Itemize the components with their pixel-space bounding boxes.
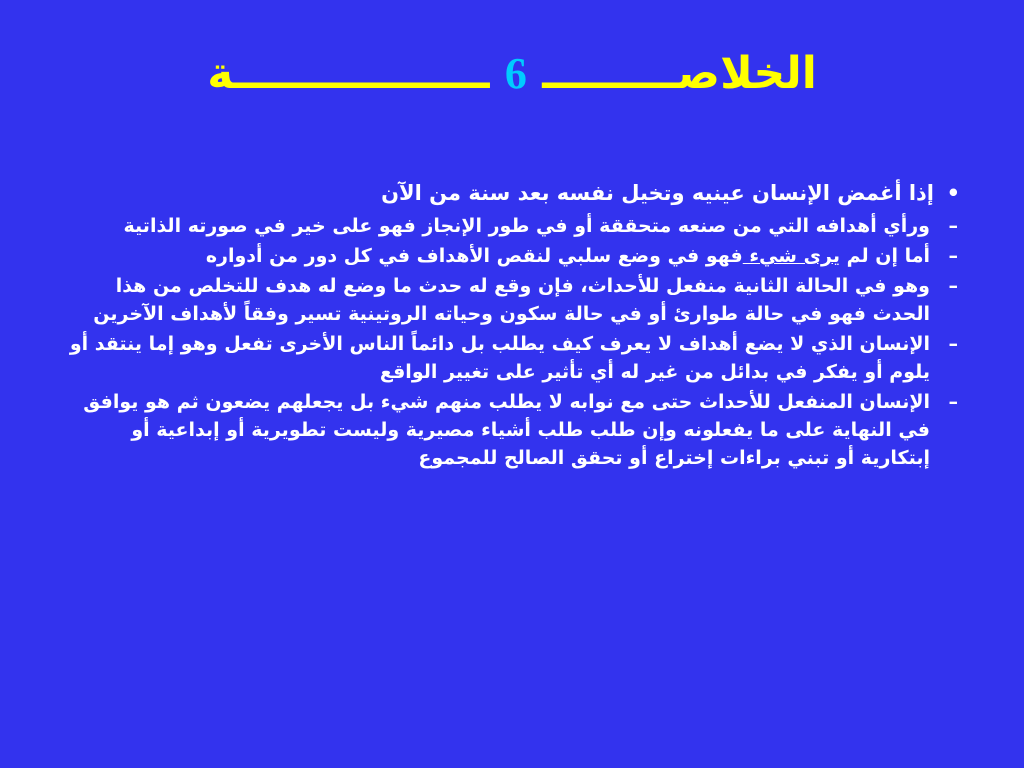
sub-bullet-3 — [60, 272, 960, 328]
sub-bullet-text-before: أما إن لم — [839, 245, 930, 267]
dash-marker: – — [948, 275, 958, 297]
sub-bullet-list — [60, 212, 960, 472]
title-number: 6 — [504, 49, 527, 98]
slide-title — [0, 48, 1024, 101]
sub-bullet-2 — [60, 242, 960, 270]
underlined-phrase: يرى شيء — [742, 245, 840, 267]
title-tail: ـــــــــــــــــة — [207, 48, 490, 99]
dash-marker: – — [948, 215, 958, 237]
sub-bullet-4 — [60, 330, 960, 386]
slide-content — [60, 176, 960, 474]
dash-marker: – — [948, 333, 958, 355]
dash-marker: – — [948, 245, 958, 267]
sub-bullet-5 — [60, 388, 960, 472]
bullet-marker: • — [946, 181, 960, 205]
dash-marker: – — [948, 391, 958, 413]
title-text: الخلاصـــــــــ — [542, 48, 817, 99]
sub-bullet-text: الإنسان الذي لا يضع أهداف لا يعرف كيف يطلب بل دائماً الناس الأخرى تفعل وهو إما ينتقد أو يلوم أو يفكر في بدائل من غير له أي تأثير على تغيير الواقع — [69, 333, 930, 383]
sub-bullet-text: الإنسان المنفعل للأحداث حتى مع نوابه لا يطلب منهم شيء بل يجعلهم يضعون ثم هو يوافق في النهاية على ما يفعلونه وإن طلب طلب أشياء مصيرية وليست تطويرية أو إبداعية أو إبتكارية أو تبني براءات إختراع أو تحقق الصالح للمجموع — [83, 391, 930, 469]
main-bullet-text: إذا أغمض الإنسان عينيه وتخيل نفسه بعد سنة من الآن — [381, 181, 934, 205]
sub-bullet-text-after: فهو في وضع سلبي لنقص الأهداف في كل دور من أدواره — [205, 245, 743, 267]
sub-bullet-1 — [60, 212, 960, 240]
sub-bullet-text: وهو في الحالة الثانية منفعل للأحداث، فإن وقع له حدث ما وضع له هدف للتخلص من هذا الحدث فهو في حالة طوارئ أو في حالة سكون وحياته الروتينية تسير وفقاً لأهداف الآخرين — [93, 275, 930, 325]
sub-bullet-text: ورأي أهدافه التي من صنعه متحققة أو في طور الإنجاز فهو على خير في صورته الذاتية — [123, 215, 930, 237]
main-bullet — [60, 176, 960, 210]
